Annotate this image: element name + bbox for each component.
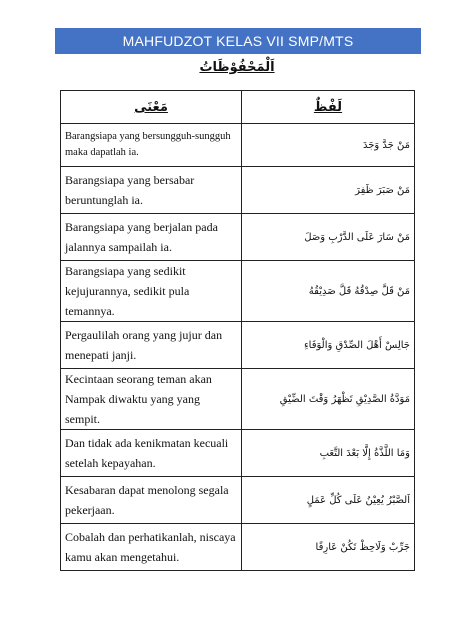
arabic-word-cell: مَنْ صَبَرَ ظَفِرَ [242, 167, 415, 214]
table-header-row [61, 91, 415, 124]
table-row [61, 430, 415, 477]
arabic-word-cell: مَنْ قَلَّ صِدْقُهُ قَلَّ صَدِيْقُهُ [242, 261, 415, 322]
arabic-word-cell: جَرِّبْ وَلَاحِظْ تَكُنْ عَارِفًا [242, 524, 415, 571]
table-row [61, 322, 415, 369]
arabic-word-cell: جَالِسْ أَهْلَ الصِّدْقِ وَالْوَفَاءِ [242, 322, 415, 369]
arabic-word-cell: مَنْ جَدَّ وَجَدَ [242, 124, 415, 167]
meaning-cell: Pergaulilah orang yang jujur dan menepati janji. [61, 322, 242, 369]
arabic-word-cell: مَوَدَّةُ الصَّدِيْقِ تَظْهَرُ وَقْتَ الضِّيْقِ [242, 369, 415, 430]
document-title: MAHFUDZOT KELAS VII SMP/MTS [122, 33, 354, 49]
table-row [61, 524, 415, 571]
mahfudzot-table [60, 90, 415, 571]
table-row [61, 477, 415, 524]
document-title-banner [55, 28, 421, 54]
table-row [61, 214, 415, 261]
arabic-word-cell: مَنْ سَارَ عَلَى الدَّرْبِ وَصَلَ [242, 214, 415, 261]
meaning-cell: Barangsiapa yang bersabar beruntunglah ia. [61, 167, 242, 214]
table-row [61, 167, 415, 214]
meaning-cell: Barangsiapa yang sedikit kejujurannya, sedikit pula temannya. [61, 261, 242, 322]
table-row [61, 369, 415, 430]
section-heading: اَلْمَحْفُوْظَاتُ [199, 60, 275, 75]
meaning-cell: Kesabaran dapat menolong segala pekerjaan. [61, 477, 242, 524]
meaning-cell: Dan tidak ada kenikmatan kecuali setelah kepayahan. [61, 430, 242, 477]
meaning-cell: Kecintaan seorang teman akan Nampak diwaktu yang yang sempit. [61, 369, 242, 430]
table-row [61, 124, 415, 167]
column-header-word: لَفْظٌ [242, 91, 415, 124]
meaning-cell: Cobalah dan perhatikanlah, niscaya kamu akan mengetahui. [61, 524, 242, 571]
arabic-word-cell: اَلصَّبْرُ يُعِيْنُ عَلَى كُلِّ عَمَلٍ [242, 477, 415, 524]
meaning-cell: Barangsiapa yang berjalan pada jalannya sampailah ia. [61, 214, 242, 261]
meaning-cell: Barangsiapa yang bersungguh-sungguh maka dapatlah ia. [61, 124, 242, 167]
column-header-meaning: مَعْنَى [61, 91, 242, 124]
arabic-word-cell: وَمَا اللَّذَّةُ إِلَّا بَعْدَ التَّعَبِ [242, 430, 415, 477]
table-row [61, 261, 415, 322]
